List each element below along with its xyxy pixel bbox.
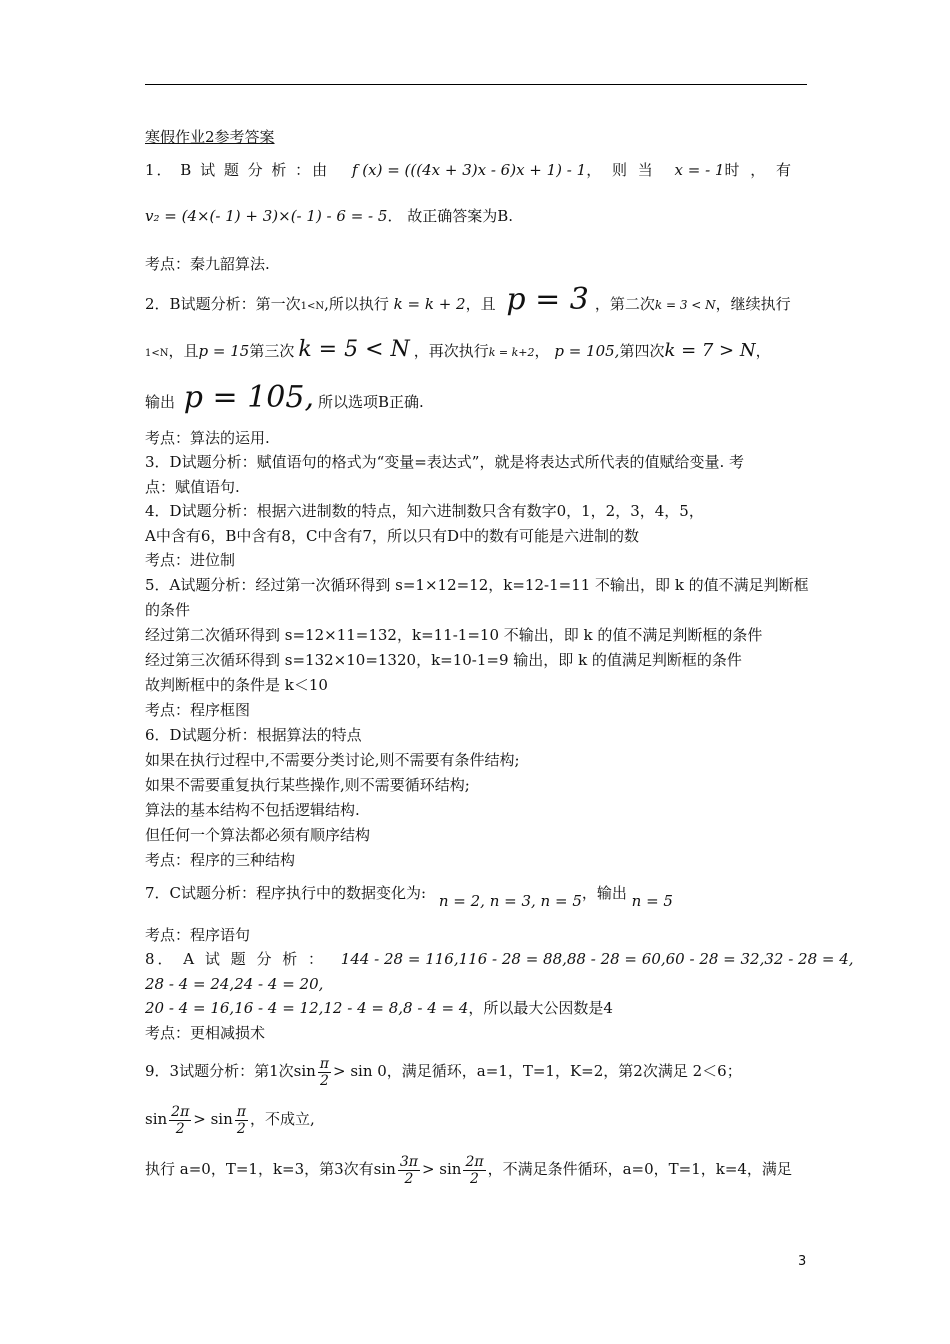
- q9-line-1: 9．3试题分析：第1次sin $\frac{\pi}{2}$ > sin 0，满足循环，a=1，T=1，K=2，第2次满足 2＜6；: [145, 1055, 742, 1089]
- fraction: $\frac{2\pi}{2}$: [465, 1153, 484, 1187]
- q5-line-2: 的条件: [145, 601, 191, 619]
- q3-line-1: 3．D试题分析：赋值语句的格式为“变量=表达式”，就是将表达式所代表的值赋给变量. 考: [145, 453, 745, 471]
- q1-keypoint: 考点：秦九韶算法.: [145, 255, 270, 273]
- q1-line-2: v₂ = (4×(- 1) + 3)×(- 1) - 6 = - 5． 故正确答案为B.: [145, 207, 513, 225]
- q7-keypoint: 考点：程序语句: [145, 926, 251, 944]
- q4-line-2: A中含有6，B中含有8，C中含有7，所以只有D中的数有可能是六进制的数: [145, 527, 639, 545]
- q1-line-1: 1． B 试 题 分 析 ：由 f (x) = (((4x + 3)x - 6)x + 1) - 1， 则 当 x = - 1时 ， 有: [145, 161, 795, 179]
- page-title: 寒假作业2参考答案: [145, 128, 275, 146]
- fraction: $\frac{2\pi}{2}$: [171, 1103, 190, 1137]
- q3-line-2: 点：赋值语句.: [145, 478, 240, 496]
- q6-line-3: 如果不需要重复执行某些操作,则不需要循环结构;: [145, 776, 470, 794]
- q2-line-3: 输出 p = 105, 所以选项B正确.: [145, 380, 424, 415]
- q9-line-3: 执行 a=0，T=1，k=3，第3次有sin $\frac{3\pi}{2}$ > sin $\frac{2\pi}{2}$ ，不满足条件循环，a=0，T=1，k=4，满足: [145, 1153, 792, 1187]
- fraction: $\frac{\pi}{2}$: [236, 1103, 246, 1137]
- fraction: $\frac{\pi}{2}$: [319, 1055, 329, 1089]
- q2-keypoint: 考点：算法的运用.: [145, 429, 270, 447]
- q7-line-1: 7．C试题分析：程序执行中的数据变化为: n = 2, n = 3, n = 5，输出 n = 5: [145, 884, 673, 910]
- q5-keypoint: 考点：程序框图: [145, 701, 251, 719]
- q9-line-2: sin $\frac{2\pi}{2}$ > sin $\frac{\pi}{2}$ ，不成立,: [145, 1103, 315, 1137]
- q5-line-4: 经过第三次循环得到 s=132×10=1320，k=10-1=9 输出，即 k 的值满足判断框的条件: [145, 651, 742, 669]
- q6-line-4: 算法的基本结构不包括逻辑结构.: [145, 801, 360, 819]
- q6-keypoint: 考点：程序的三种结构: [145, 851, 296, 869]
- q6-line-1: 6．D试题分析：根据算法的特点: [145, 726, 362, 744]
- q2-line-2: 1<N，且p = 15第三次 k = 5 < N ，再次执行k = k+2， p = 105,第四次k = 7 > N，: [145, 337, 771, 362]
- header-rule: [145, 84, 807, 85]
- fraction: $\frac{3\pi}{2}$: [399, 1153, 418, 1187]
- q8-line-3: 20 - 4 = 16,16 - 4 = 12,12 - 4 = 8,8 - 4 = 4，所以最大公因数是4: [145, 999, 613, 1017]
- q4-keypoint: 考点：进位制: [145, 551, 236, 569]
- q2-line-1: 2．B试题分析：第一次1<N,所以执行 k = k + 2，且 p = 3 ，第二次k = 3 < N，继续执行: [145, 282, 791, 317]
- q8-line-2: 28 - 4 = 24,24 - 4 = 20,: [145, 975, 324, 993]
- q4-line-1: 4．D试题分析：根据六进制数的特点，知六进制数只含有数字0，1，2，3，4，5，: [145, 502, 704, 520]
- q8-keypoint: 考点：更相减损术: [145, 1024, 266, 1042]
- q6-line-5: 但任何一个算法都必须有顺序结构: [145, 826, 371, 844]
- page-number: 3: [798, 1254, 807, 1269]
- q5-line-1: 5．A试题分析：经过第一次循环得到 s=1×12=12，k=12-1=11 不输出，即 k 的值不满足判断框: [145, 576, 809, 594]
- q8-line-1: 8． A 试 题 分 析 ： 144 - 28 = 116,116 - 28 = 88,88 - 28 = 60,60 - 28 = 32,32 - 28 = 4,: [145, 950, 854, 968]
- q5-line-5: 故判断框中的条件是 k＜10: [145, 676, 328, 694]
- q6-line-2: 如果在执行过程中,不需要分类讨论,则不需要有条件结构;: [145, 751, 520, 769]
- q5-line-3: 经过第二次循环得到 s=12×11=132，k=11-1=10 不输出，即 k 的值不满足判断框的条件: [145, 626, 763, 644]
